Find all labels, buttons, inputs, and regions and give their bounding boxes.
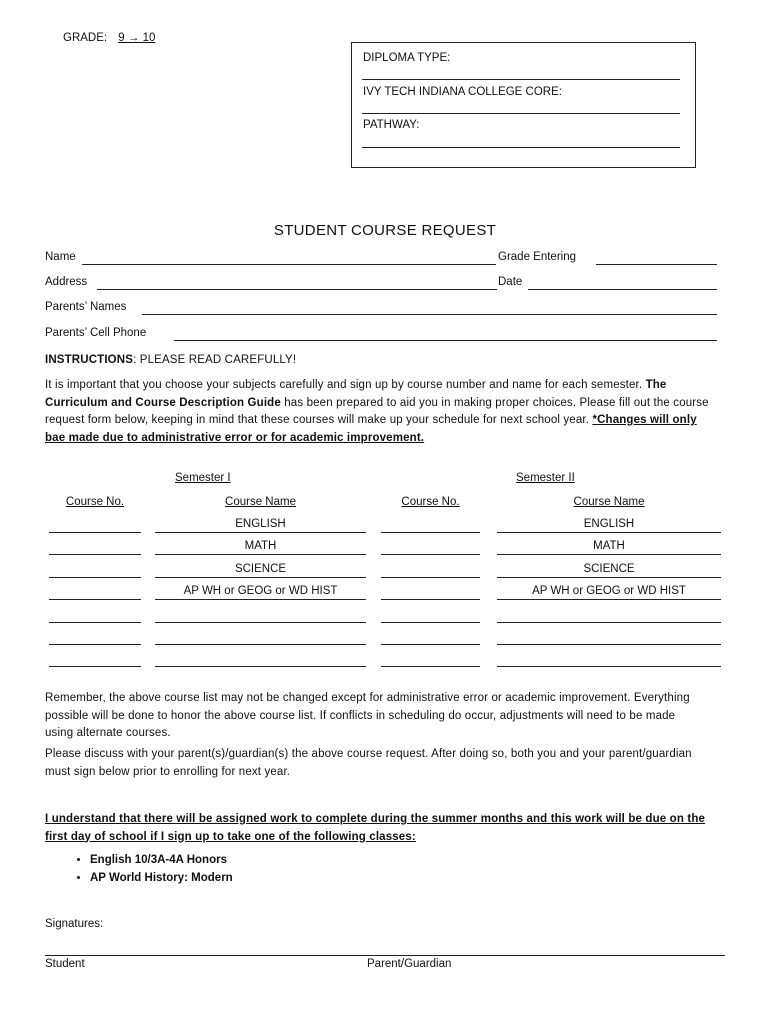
sem2-course-no-field[interactable]	[381, 538, 480, 555]
college-core-label: IVY TECH INDIANA COLLEGE CORE:	[363, 86, 562, 98]
instructions-p1-b: has been prepared to aid you in making proper choices. Please fill out the course request form below, keeping in mind that these courses will make up your schedule for next school year.	[45, 396, 709, 426]
parents-names-field[interactable]	[142, 314, 717, 315]
sem2-course-name-field[interactable]	[497, 606, 721, 623]
grade-entering-label: Grade Entering	[498, 251, 576, 263]
list-item: • English 10/3A-4A Honors	[90, 852, 233, 870]
remember-paragraph: Remember, the above course list may not be changed except for administrative error or academic improvement. Everything possible will be done to honor the above course list. If conflicts in scheduling do occur, adjustments will need to be made using alternate courses.	[45, 692, 690, 739]
signature-line[interactable]	[45, 955, 725, 956]
diploma-type-field[interactable]	[362, 79, 680, 80]
sem2-course-no-header: Course No.	[401, 496, 460, 508]
list-item: • AP World History: Modern	[90, 870, 233, 888]
instructions-label: INSTRUCTIONS	[45, 354, 134, 366]
address-row	[45, 276, 717, 292]
changes-notice: *Changes will only bae made due to administrative error or for academic improvement.	[45, 414, 697, 444]
instructions-heading	[45, 352, 725, 370]
instructions-paragraph	[45, 377, 717, 447]
grade-label-text: GRADE:	[63, 32, 108, 44]
semester-1-heading: Semester I	[175, 472, 231, 484]
sem1-course-no-field[interactable]	[49, 516, 141, 533]
sem2-course-no-field[interactable]	[381, 628, 480, 645]
sem1-course-name-header: Course Name	[225, 496, 296, 508]
sem2-course-name-field[interactable]: ENGLISH	[497, 516, 721, 533]
pathway-label: PATHWAY:	[363, 119, 420, 131]
grade-label	[63, 32, 163, 44]
sem2-course-no-field[interactable]	[381, 606, 480, 623]
sem1-course-name-field[interactable]	[155, 628, 366, 645]
grade-value[interactable]: 9 → 10	[118, 32, 156, 44]
pathway-field[interactable]	[362, 147, 680, 148]
semester-2-heading: Semester II	[516, 472, 575, 484]
college-core-field[interactable]	[362, 113, 680, 114]
sem2-course-no-field[interactable]	[381, 583, 480, 600]
page-title: STUDENT COURSE REQUEST	[273, 222, 497, 239]
grade-entering-field[interactable]	[596, 264, 717, 265]
sem1-course-name-field[interactable]: MATH	[155, 538, 366, 555]
sem1-course-name-field[interactable]	[155, 650, 366, 667]
sem1-course-no-header: Course No.	[65, 496, 125, 508]
address-field[interactable]	[97, 289, 497, 290]
name-field[interactable]	[82, 264, 496, 265]
parents-cell-row	[45, 327, 717, 343]
sem1-course-no-field[interactable]	[49, 538, 141, 555]
sem2-course-no-field[interactable]	[381, 650, 480, 667]
sem1-course-no-field[interactable]	[49, 628, 141, 645]
sem2-course-no-field[interactable]	[381, 561, 480, 578]
parents-cell-label: Parents’ Cell Phone	[45, 327, 147, 339]
instructions-p1-a: It is important that you choose your subjects carefully and sign up by course number and name for each semester.	[45, 379, 646, 391]
sem2-course-name-field[interactable]: SCIENCE	[497, 561, 721, 578]
sem1-course-name-field[interactable]: AP WH or GEOG or WD HIST	[155, 583, 366, 600]
parents-names-row	[45, 301, 717, 317]
diploma-type-label: DIPLOMA TYPE:	[363, 52, 451, 64]
sem2-course-name-field[interactable]	[497, 650, 721, 667]
sem1-course-name-field[interactable]: ENGLISH	[155, 516, 366, 533]
date-label: Date	[498, 276, 523, 288]
sem1-course-no-field[interactable]	[49, 561, 141, 578]
date-field[interactable]	[528, 289, 717, 290]
student-signature-label: Student	[45, 958, 85, 970]
sem2-course-name-field[interactable]	[497, 628, 721, 645]
address-label: Address	[45, 276, 88, 288]
sem1-course-name-field[interactable]: SCIENCE	[155, 561, 366, 578]
sem1-course-no-field[interactable]	[49, 583, 141, 600]
sem2-course-no-field[interactable]	[381, 516, 480, 533]
signatures-label: Signatures:	[45, 918, 104, 930]
name-row	[45, 251, 717, 267]
instructions-text: : PLEASE READ CAREFULLY!	[133, 354, 297, 366]
parents-names-label: Parents’ Names	[45, 301, 127, 313]
sem1-course-no-field[interactable]	[49, 606, 141, 623]
sem1-course-no-field[interactable]	[49, 650, 141, 667]
name-label: Name	[45, 251, 76, 263]
parent-signature-label: Parent/Guardian	[367, 958, 452, 970]
parents-cell-field[interactable]	[174, 340, 717, 341]
discuss-paragraph: Please discuss with your parent(s)/guardian(s) the above course request. After doing so, both you and your parent/guardian must sign below prior to enrolling for next year.	[45, 748, 692, 778]
guide-title: The Curriculum and Course Description Guide	[45, 379, 667, 409]
sem1-course-name-field[interactable]	[155, 606, 366, 623]
sem2-course-name-field[interactable]: AP WH or GEOG or WD HIST	[497, 583, 721, 600]
diploma-info-box	[351, 42, 696, 168]
summer-work-notice: I understand that there will be assigned work to complete during the summer months and this work will be due on the first day of school if I sign up to take one of the following classes:	[45, 813, 706, 843]
summer-class-list	[45, 852, 233, 887]
sem2-course-name-header: Course Name	[573, 496, 645, 508]
sem2-course-name-field[interactable]: MATH	[497, 538, 721, 555]
